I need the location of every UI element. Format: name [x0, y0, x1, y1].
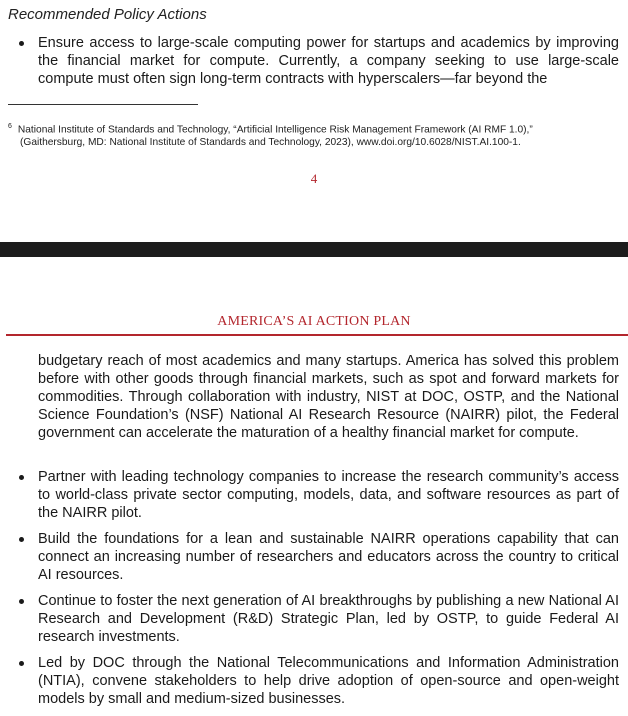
header-rule — [6, 334, 628, 336]
bullet-icon — [19, 41, 24, 46]
bullet-text: Ensure access to large-scale computing power for startups and academics by improving the financial market for compute. Currently, a company seeking to use large-scale compute must often sign long-term contracts with hyperscalers—far beyond the — [38, 35, 619, 87]
document-page-top — [0, 0, 628, 242]
footnote-line-1: National Institute of Standards and Technology, “Artificial Intelligence Risk Management Framework (AI RMF 1.0),” — [17, 124, 533, 136]
bullet-icon — [19, 599, 24, 604]
bullet-text: Led by DOC through the National Telecommunications and Information Administration (NTIA), convene stakeholders to help drive adoption of open-source and open-weight models by small and medium-sized businesses. — [38, 655, 619, 707]
section-heading: Recommended Policy Actions — [8, 6, 207, 23]
bullet-icon — [19, 475, 24, 480]
footnote-line-2: (Gaithersburg, MD: National Institute of Standards and Technology, 2023), www.doi.org/10.6028/NIST.AI.100-1. — [20, 137, 521, 149]
bullet-icon — [19, 661, 24, 666]
list-item — [0, 530, 628, 584]
list-item — [0, 34, 628, 88]
bullet-text: Partner with leading technology companies to increase the research community’s access to world-class private sector computing, models, data, and software resources as part of the NAIRR pilot. — [38, 469, 619, 521]
list-item — [0, 654, 628, 708]
footnote — [8, 120, 608, 149]
running-header: AMERICA’S AI ACTION PLAN — [217, 314, 411, 329]
list-item — [0, 468, 628, 522]
bullet-icon — [19, 537, 24, 542]
page-number: 4 — [310, 171, 318, 186]
footnote-marker: 6 — [8, 123, 12, 130]
list-item — [0, 592, 628, 646]
footnote-divider — [8, 104, 198, 105]
bullet-text: Build the foundations for a lean and sustainable NAIRR operations capability that can connect an increasing number of researchers and educators across the country to critical AI resources. — [38, 531, 619, 583]
bullet-text: Continue to foster the next generation of AI breakthroughs by publishing a new National AI Research and Development (R&D) Strategic Plan, led by OSTP, to guide Federal AI research investments. — [38, 593, 619, 645]
policy-actions-list — [0, 34, 628, 88]
continued-paragraph: budgetary reach of most academics and many startups. America has solved this problem before with other goods through financial markets, such as spot and forward markets for commodities. Through collaboration with industry, NIST at DOC, OSTP, and the National Science Foundation’s (NSF) National AI Research Resource (NAIRR) pilot, the Federal government can accelerate the maturation of a healthy financial market for compute. — [38, 353, 619, 441]
page-separator — [0, 242, 628, 257]
policy-actions-list-continued — [0, 468, 628, 716]
